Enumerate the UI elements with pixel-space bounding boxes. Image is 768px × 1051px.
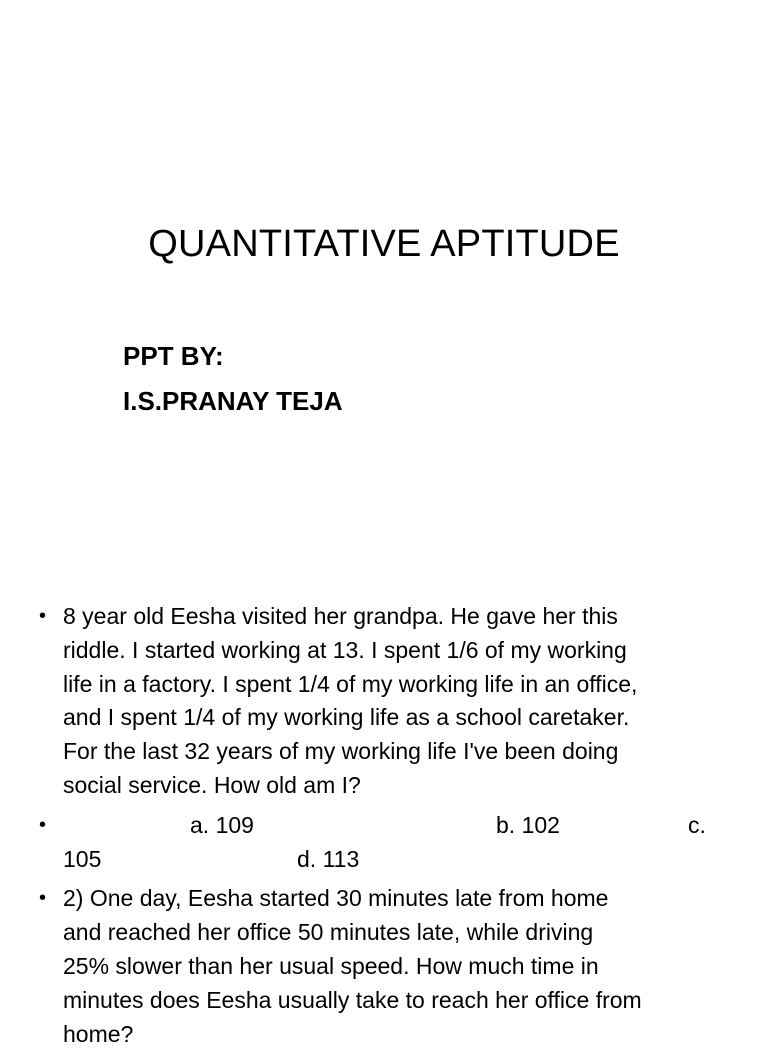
question-2-line: 25% slower than her usual speed. How much time in — [63, 952, 599, 979]
option-a: a. 109 — [190, 811, 254, 838]
option-d: d. 113 — [297, 845, 360, 872]
question-1-line: 8 year old Eesha visited her grandpa. He gave her this — [63, 603, 618, 629]
bullet-icon: • — [39, 605, 47, 627]
question-1 — [0, 600, 768, 803]
question-1-line: and I spent 1/4 of my working life as a school caretaker. — [63, 704, 630, 731]
question-2 — [0, 882, 768, 1051]
author-block — [123, 334, 343, 424]
question-1-line: social service. How old am I? — [63, 771, 361, 798]
question-2-line: 2) One day, Eesha started 30 minutes late from home — [63, 885, 609, 912]
author-name: I.S.PRANAY TEJA — [123, 386, 343, 416]
option-b: b. 102 — [496, 811, 560, 838]
answer-options — [0, 809, 768, 877]
options-row-1 — [63, 809, 728, 843]
question-1-line: For the last 32 years of my working life I've been doing — [63, 738, 619, 765]
question-1-line: life in a factory. I spent 1/4 of my working life in an office, — [63, 670, 638, 697]
bullet-icon: • — [39, 887, 47, 910]
question-2-line: home? — [63, 1020, 134, 1047]
options-row-2 — [63, 843, 728, 877]
question-1-line: riddle. I started working at 13. I spent 1/6 of my working — [63, 636, 627, 663]
question-list — [0, 600, 768, 1051]
option-c: c. — [688, 811, 706, 838]
bullet-icon: • — [39, 813, 47, 836]
question-2-line: and reached her office 50 minutes late, while driving — [63, 919, 594, 946]
author-label: PPT BY: — [123, 341, 224, 371]
slide-title: QUANTITATIVE APTITUDE — [148, 223, 620, 265]
option-c-value: 105 — [63, 845, 102, 872]
question-2-line: minutes does Eesha usually take to reach her office from — [63, 986, 642, 1013]
